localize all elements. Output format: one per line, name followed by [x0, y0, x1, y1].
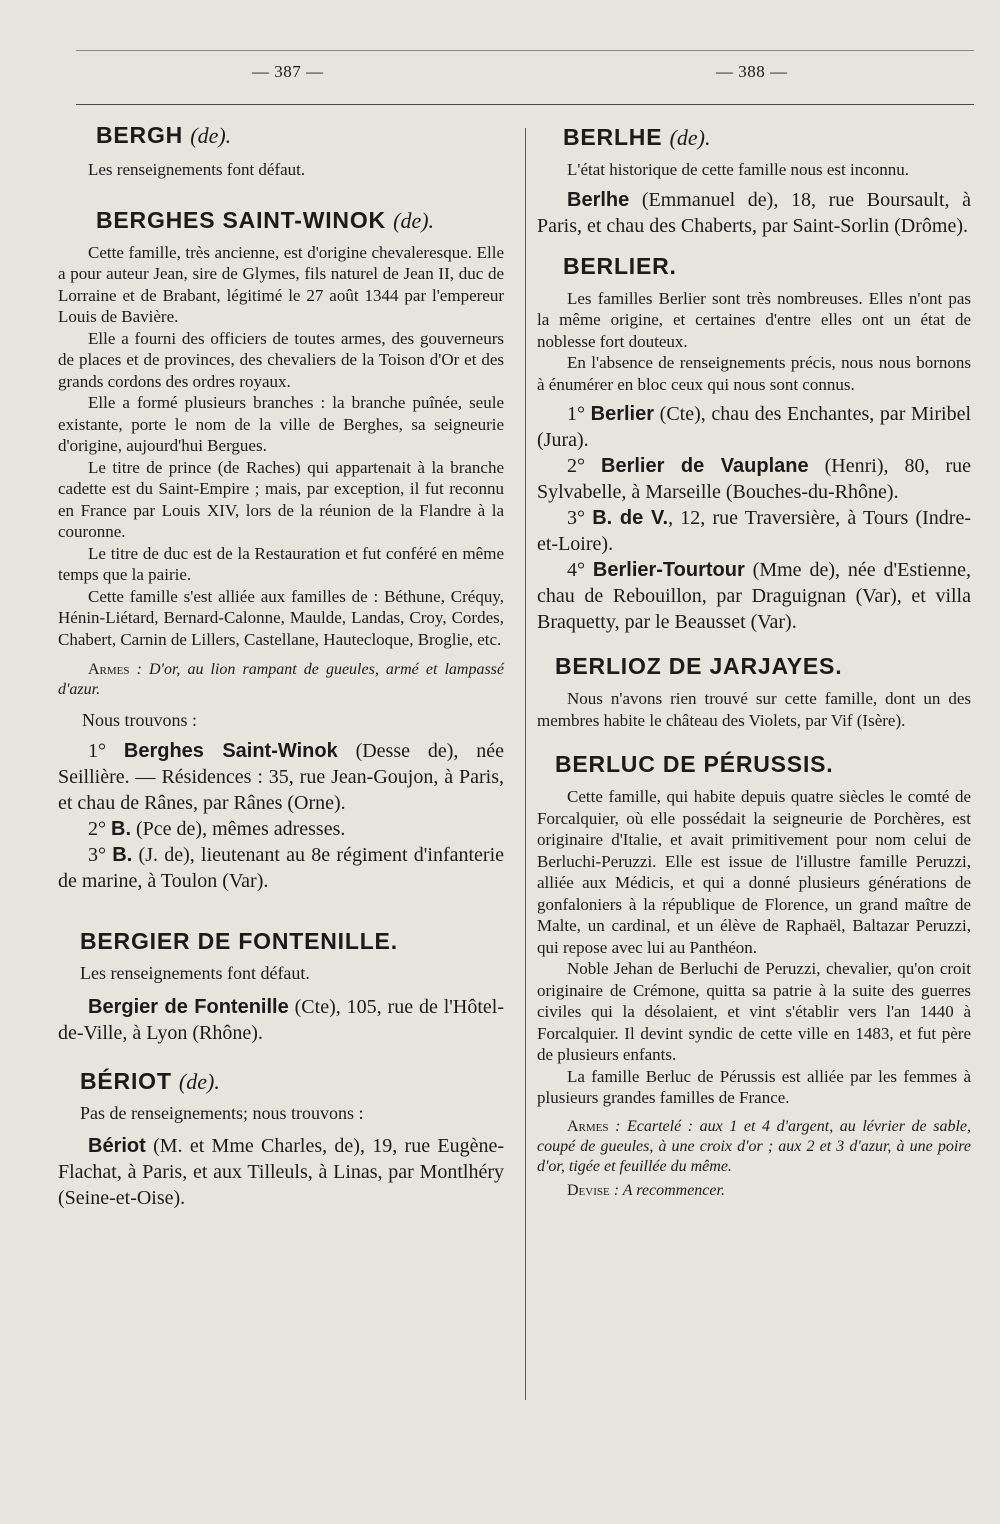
armes-line [58, 660, 504, 700]
entry-name: B. [111, 817, 131, 840]
entry-name: Bériot [88, 1134, 146, 1157]
berghes-body [58, 242, 504, 894]
paragraph: Les familles Berlier sont très nombreuses. Elles n'ont pas la même origine, et certaines d'entre elles ont un état de noblesse fort douteux. [537, 288, 971, 351]
entry-line [537, 557, 971, 635]
berlioz-text: Nous n'avons rien trouvé sur cette famille, dont un des membres habite le château des Violets, par Vif (Isère). [537, 689, 971, 730]
armes-text: : Ecartelé : aux 1 et 4 d'argent, au lévrier de sable, coupé de gueules, à une croix d'or ; aux 2 et 3 d'azur, à une poire d'or, tigée et feuillée du même. [537, 1117, 972, 1175]
entry-name: Berlhe [567, 188, 630, 211]
heading-particle: (de). [178, 1069, 220, 1094]
entry-line [58, 1133, 504, 1211]
devise-label: Devise [567, 1181, 610, 1199]
berlhe-text: L'état historique de cette famille nous est inconnu. [567, 160, 910, 179]
nous-trouvons: Nous trouvons : [82, 710, 198, 730]
entry-line [58, 994, 504, 1046]
page-number-right: — 388 — [716, 62, 788, 81]
entry-detail: (M. et Mme Charles, de), 19, rue Eugène-Flachat, à Paris, et aux Tilleuls, à Linas, par Montlhéry (Seine-et-Oise). [58, 1134, 504, 1209]
entry-name: B. [112, 843, 133, 866]
entry-number: 1° [88, 739, 106, 762]
entry-line [58, 738, 504, 816]
entry-line [537, 505, 971, 557]
right-column [537, 118, 971, 1201]
entry-number: 3° [88, 843, 106, 866]
entry-name: Berghes Saint-Winok [123, 739, 338, 762]
heading-berluc: BERLUC DE PÉRUSSIS. [555, 751, 834, 777]
entry-name: Berlier [590, 403, 655, 425]
page-number-left: — 387 — [252, 62, 324, 81]
heading-particle: (de). [669, 125, 711, 150]
entry-detail: (J. de), lieutenant au 8e régiment d'infanterie de marine, à Toulon (Var). [58, 843, 505, 892]
entry-number: 2° [88, 817, 106, 840]
entry-name: Bergier de Fontenille [88, 996, 289, 1018]
header-rule [76, 104, 974, 105]
heading-particle: (de). [190, 123, 232, 148]
paragraph: Le titre de prince (de Raches) qui appartenait à la branche cadette est du Saint-Empire ; mais, par exception, il fut reconnu en France par Louis XIV, lors de la réunion de la Flandre à la couronne. [58, 457, 504, 541]
heading-particle: (de). [393, 207, 435, 233]
paragraph: Cette famille, qui habite depuis quatre siècles le comté de Forcalquier, où elle possédait la seigneurie de Porchères, est originaire d'Italie, et avait primitivement pour nom celui de Berluchi-Peruzzi. Elle est issue de l'illustre famille Peruzzi, alliée aux Médicis, et qui a donné plusieurs générations de gonfaloniers à la république de Florence, un grand maître de Malte, un cardinal, et un élève de Raphaël, Baltazar Peruzzi, qui repose avec lui au Panthéon. [537, 787, 971, 957]
entry-detail: (Emmanuel de), 18, rue Boursault, à Paris, et chau des Chaberts, par Saint-Sorlin (Drôme). [537, 188, 971, 237]
entry-detail: (Pce de), mêmes adresses. [136, 817, 346, 840]
entry-detail: (Cte), 105, rue de l'Hôtel-de-Ville, à Lyon (Rhône). [58, 996, 505, 1044]
entry-number: 1° [567, 403, 585, 425]
entry-number: 4° [567, 559, 585, 581]
heading-berlioz: BERLIOZ DE JARJAYES. [555, 653, 843, 679]
heading-berlier: BERLIER. [563, 252, 677, 279]
entry-number: 3° [567, 507, 585, 529]
bergh-text: Les renseignements font défaut. [88, 160, 306, 179]
paragraph: Elle a formé plusieurs branches : la branche puînée, seule existante, porte le nom de la ville de Berghes, sa seigneurie d'origine, aujourd'hui Bergues. [58, 393, 504, 455]
beriot-text: Pas de renseignements; nous trouvons : [80, 1103, 364, 1123]
paragraph: En l'absence de renseignements précis, nous nous bornons à énumérer en bloc ceux qui nous sont connus. [537, 353, 971, 394]
entry-detail: , 12, rue Traversière, à Tours (Indre-et-Loire). [537, 507, 971, 555]
heading-bergh: BERGH [96, 122, 184, 148]
entry-line [58, 842, 504, 894]
heading-beriot: BÉRIOT [80, 1068, 172, 1094]
devise-text: : A recommencer. [613, 1181, 725, 1199]
armes-line [537, 1117, 971, 1177]
entry-name: Berlier de Vauplane [601, 455, 809, 477]
entry-detail: (Cte), chau des Enchantes, par Miribel (Jura). [537, 403, 972, 451]
heading-berghes: BERGHES SAINT-WINOK [96, 206, 386, 233]
paragraph: Cette famille, très ancienne, est d'origine chevaleresque. Elle a pour auteur Jean, sire de Glymes, fils naturel de Jean II, duc de Lorraine et de Brabant, légitimé le 27 août 1344 par l'empereur Louis de Bavière. [58, 242, 504, 326]
entry-line [537, 187, 971, 239]
entry-bergh [58, 122, 504, 149]
entry-line [537, 401, 971, 453]
entry-detail: (Desse de), née Seillière. — Résidences : 35, rue Jean-Goujon, à Paris, et chau de Rânes, par Rânes (Orne). [58, 739, 505, 814]
heading-bergier: BERGIER DE FONTENILLE. [80, 927, 398, 954]
paragraph: La famille Berluc de Pérussis est alliée par les femmes à plusieurs grandes familles de France. [537, 1066, 971, 1107]
entry-detail: (Henri), 80, rue Sylvabelle, à Marseille (Bouches-du-Rhône). [537, 455, 972, 503]
armes-label: Armes [567, 1117, 609, 1135]
left-column [58, 118, 504, 1211]
entry-line [537, 453, 971, 505]
paragraph: Le titre de duc est de la Restauration et fut conféré en même temps que la pairie. [58, 543, 504, 584]
paragraph: Noble Jehan de Berluchi de Peruzzi, chevalier, qu'on croit originaire de Crémone, quitta sa patrie à la suite des guerres civiles qui la désolaient, et vint s'établir vers l'an 1440 à Forcalquier. Il devint syndic de cette ville en 1483, et fut père de plusieurs enfants. [537, 959, 971, 1064]
paragraph: Cette famille s'est alliée aux familles de : Béthune, Créquy, Hénin-Liétard, Bernard-Calonne, Maulde, Landas, Croy, Cordes, Chabert, Carnin de Lillers, Castellane, Hautecloque, Broglie, etc. [58, 586, 504, 649]
paragraph: Elle a fourni des officiers de toutes armes, des gouverneurs de places et de provinces, des chevaliers de la Toison d'Or et des grands cordons des ordres royaux. [58, 328, 504, 391]
armes-label: Armes [88, 661, 130, 678]
armes-text: : D'or, au lion rampant de gueules, armé et lampassé d'azur. [58, 661, 505, 698]
entry-name: B. de V. [592, 507, 669, 529]
bergier-text: Les renseignements font défaut. [80, 962, 310, 983]
heading-berlhe: BERLHE [563, 124, 663, 150]
entry-name: Berlier-Tourtour [592, 559, 745, 581]
devise-line [537, 1181, 971, 1201]
top-rule [76, 50, 974, 51]
column-divider [525, 128, 526, 1400]
entry-line [58, 816, 504, 842]
entry-number: 2° [567, 455, 585, 477]
entry-detail: (Mme de), née d'Estienne, chau de Rebouillon, par Draguignan (Var), et villa Braquetty, par le Beausset (Var). [537, 559, 972, 633]
